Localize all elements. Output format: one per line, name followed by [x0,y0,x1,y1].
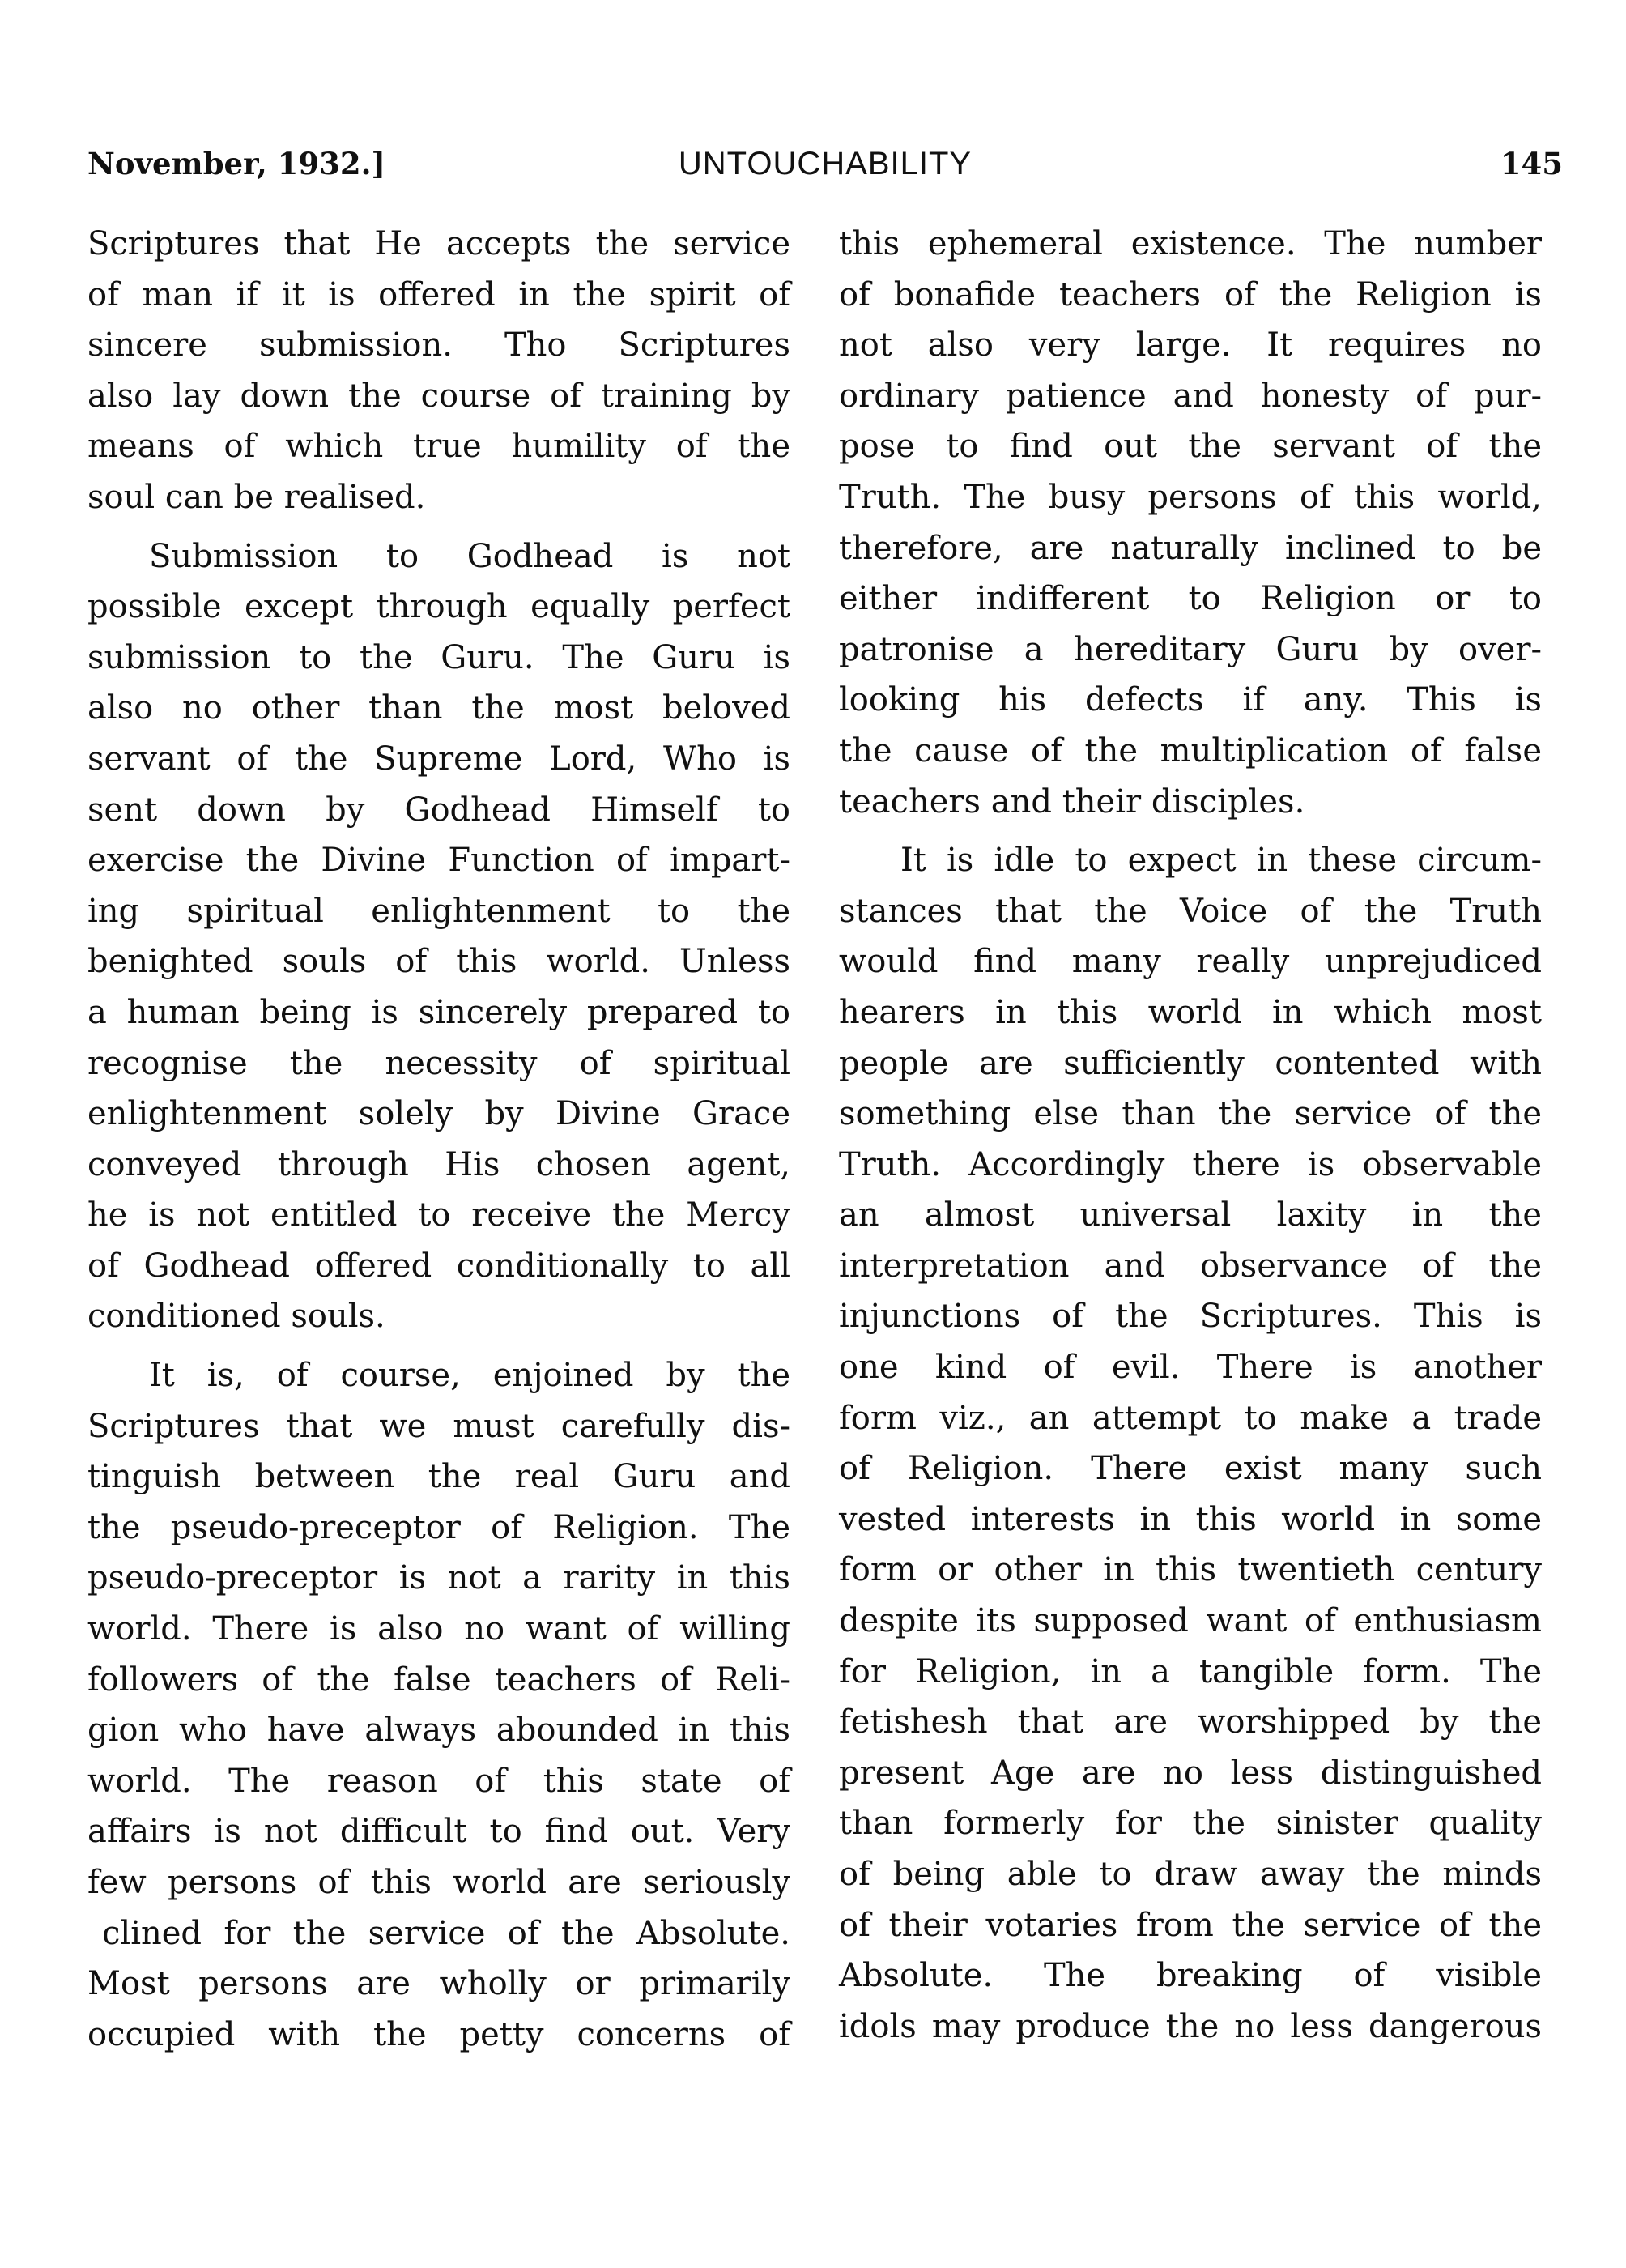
right-column-line: present Age are no less distinguished [839,1754,1542,1792]
left-column-line: a human being is sincerely prepared to [87,993,790,1031]
right-column-line: pose to find out the servant of the [839,428,1542,466]
left-column-line: means of which true humility of the [87,428,790,466]
left-text-column [87,219,790,2060]
right-column-line: despite its supposed want of enthusiasm [839,1602,1542,1640]
right-column-line: form viz., an attempt to make a trade [839,1399,1542,1437]
issue-date: November, 1932.] [87,146,386,181]
right-column-line: stances that the Voice of the Truth [839,892,1542,930]
left-column-line: ing spiritual enlightenment to the [87,892,790,930]
right-column-line: for Religion, in a tangible form. The [839,1652,1542,1690]
left-column-line: Scriptures that He accepts the service [87,225,790,262]
left-column-line: he is not entitled to receive the Mercy [87,1196,790,1234]
right-column-line: ordinary patience and honesty of pur- [839,377,1542,415]
left-column-line: possible except through equally perfect [87,588,790,626]
right-column-line: Absolute. The breaking of visible [839,1957,1542,1995]
right-column-line: would find many really unprejudiced [839,943,1542,981]
right-column-line: patronise a hereditary Guru by over- [839,630,1542,668]
left-column-line: followers of the false teachers of Reli- [87,1660,790,1699]
right-column-line: Truth. Accordingly there is observable [839,1145,1542,1183]
left-column-line: world. There is also no want of willing [87,1610,790,1648]
left-column-line: also no other than the most beloved [87,689,790,727]
left-column-line: affairs is not difficult to find out. Very [87,1813,790,1851]
left-column-line: sincere submission. Tho Scriptures [87,326,790,364]
right-column-line: either indifferent to Religion or to [839,580,1542,618]
left-column-line: of Godhead offered conditionally to all [87,1247,790,1285]
left-column-line: world. The reason of this state of [87,1762,790,1800]
left-column-line: servant of the Supreme Lord, Who is [87,740,790,778]
right-column-line: therefore, are naturally inclined to be [839,529,1542,567]
right-column-line: form or other in this twentieth century [839,1551,1542,1589]
left-column-line: It is, of course, enjoined by the [149,1357,790,1395]
left-column-line: benighted souls of this world. Unless [87,943,790,981]
left-column-line: soul can be realised. [87,478,426,516]
left-column-line: conditioned souls. [87,1298,385,1336]
left-column-line: Most persons are wholly or primarily [87,1965,790,2003]
right-column-line: the cause of the multiplication of false [839,731,1542,770]
right-column-line: an almost universal laxity in the [839,1196,1542,1234]
right-column-line: something else than the service of the [839,1095,1542,1133]
right-column-line: looking his defects if any. This is [839,681,1542,719]
left-column-line: of man if it is offered in the spirit of [87,275,790,313]
right-text-column [839,219,1542,2052]
left-column-line: tinguish between the real Guru and [87,1458,790,1496]
left-column-line: conveyed through His chosen agent, [87,1145,790,1183]
right-column-line: this ephemeral existence. The number [839,225,1542,262]
left-column-line: the pseudo-preceptor of Religion. The [87,1508,790,1546]
left-column-line: pseudo-preceptor is not a rarity in this [87,1559,790,1597]
right-column-line: of being able to draw away the minds [839,1856,1542,1893]
right-column-line: one kind of evil. There is another [839,1349,1542,1387]
left-column-line: Scriptures that we must carefully dis- [87,1407,790,1445]
right-column-line: interpretation and observance of the [839,1247,1542,1285]
page-title: UNTOUCHABILITY [678,146,973,181]
left-column-line: occupied with the petty concerns of [87,2015,790,2053]
right-column-line: injunctions of the Scriptures. This is [839,1298,1542,1336]
right-column-line: vested interests in this world in some [839,1500,1542,1538]
right-column-line: not also very large. It requires no [839,326,1542,364]
right-column-line: of Religion. There exist many such [839,1450,1542,1488]
right-column-line: than formerly for the sinister quality [839,1805,1542,1843]
left-column-line: also lay down the course of training by [87,377,790,415]
right-column-line: Truth. The busy persons of this world, [839,478,1542,516]
page-number: 145 [1500,146,1563,181]
right-column-line: hearers in this world in which most [839,993,1542,1031]
left-column-line: Submission to Godhead is not [149,537,790,575]
left-column-line: sent down by Godhead Himself to [87,791,790,829]
left-column-line: enlightenment solely by Divine Grace [87,1095,790,1133]
left-column-line: few persons of this world are seriously [87,1864,790,1901]
left-column-line: recognise the necessity of spiritual [87,1044,790,1082]
left-column-line: submission to the Guru. The Guru is [87,638,790,676]
running-header [87,146,1563,194]
right-column-line: fetishesh that are worshipped by the [839,1703,1542,1742]
right-column-line: of their votaries from the service of the [839,1906,1542,1944]
left-column-line: gion who have always abounded in this [87,1712,790,1750]
right-column-line: people are sufficiently contented with [839,1044,1542,1082]
left-column-line: clined for the service of the Absolute. [102,1914,790,1952]
right-column-line: teachers and their disciples. [839,782,1305,821]
right-column-line: It is idle to expect in these circum- [900,842,1542,880]
right-column-line: of bonafide teachers of the Religion is [839,275,1542,313]
left-column-line: exercise the Divine Function of impart- [87,842,790,880]
right-column-line: idols may produce the no less dangerous [839,2007,1542,2045]
